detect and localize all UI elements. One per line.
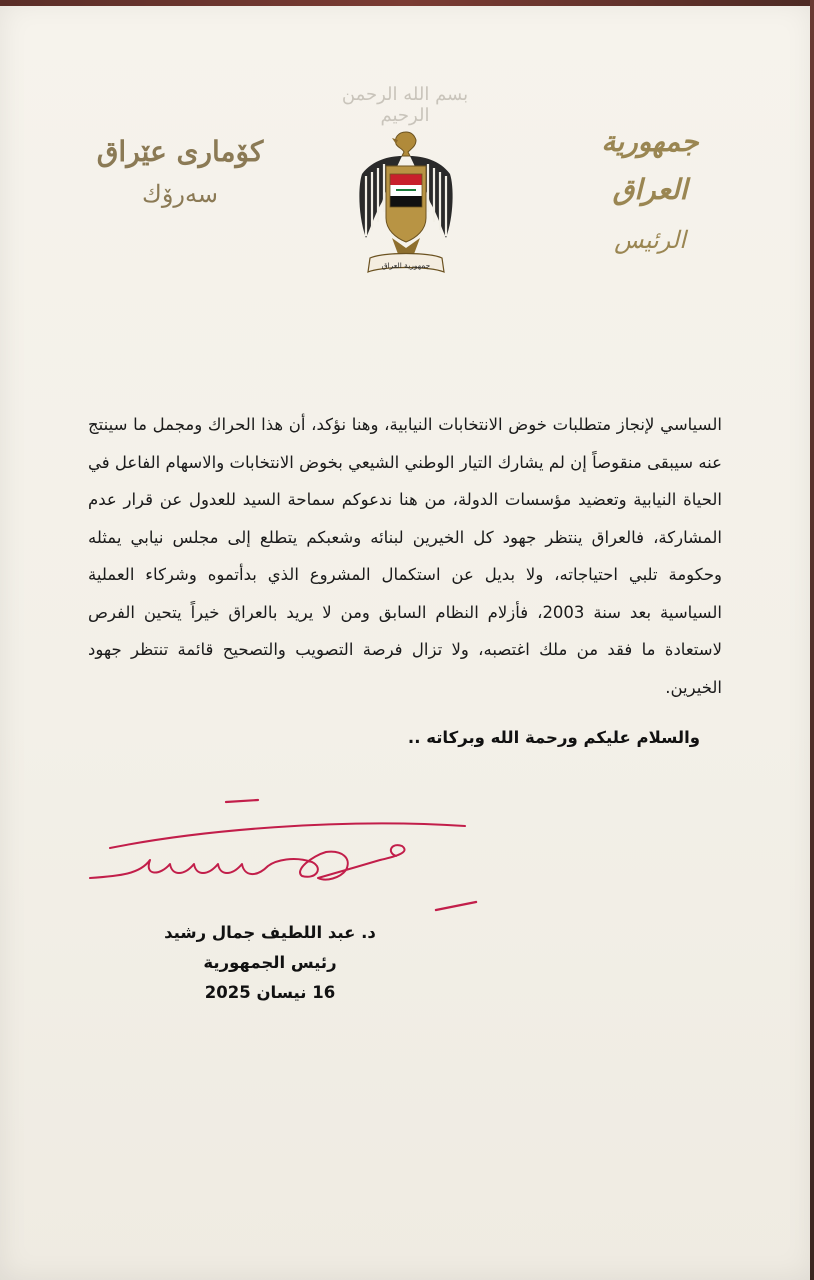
signatory-title: رئيس الجمهورية	[203, 953, 337, 972]
signatory-name: د. عبد اللطيف جمال رشيد	[164, 923, 376, 942]
kurdish-country-name: كۆماری عێراق	[96, 135, 264, 168]
letter-body	[88, 406, 722, 706]
signatory-block	[160, 918, 380, 1008]
page-right-edge	[810, 0, 814, 1280]
bismillah-header: بسم الله الرحمن الرحيم	[341, 84, 469, 126]
kurdish-letterhead	[80, 130, 280, 214]
closing-salutation: والسلام عليكم ورحمة الله وبركاته ..	[407, 728, 700, 747]
emblem-caption: جمهورية العراق	[381, 261, 431, 270]
arabic-letterhead	[560, 118, 740, 266]
iraq-coat-of-arms-icon	[352, 126, 460, 282]
arabic-country-name: جمهورية العراق	[601, 125, 699, 206]
letter-date: 16 نيسان 2025	[204, 983, 336, 1002]
arabic-office-title: الرئيس	[614, 226, 686, 254]
body-paragraph: السياسي لإنجاز متطلبات خوض الانتخابات النيابية، وهنا نؤكد، أن هذا الحراك ومجمل ما سينتج عنه سيبقى منقوصاً إن لم يشارك التيار الوطني الشيعي بخوض الانتخابات والاسهام الفاعل في الحياة النيابية وتعضيد مؤسسات الدولة، من هنا ندعوكم سماحة السيد للعدول عن قرار عدم المشاركة، فالعراق ينتظر جهود كل الخيرين لبنائه وشعبكم يتطلع إلى مجلس نيابي يمثله وحكومة تلبي احتياجاته، ولا بديل عن استكمال المشروع الذي بدأتموه وشركاء العملية السياسية بعد سنة 2003، فأزلام النظام السابق ومن لا يريد بالعراق خيراً يتحين الفرص لاستعادة ما فقد من ملك اغتصبه، ولا تزال فرصة التصويب والتصحيح قائمة تنتظر جهود الخيرين.	[88, 415, 723, 697]
kurdish-office-title: سەرۆك	[142, 180, 218, 208]
handwritten-signature	[80, 790, 500, 920]
page-top-edge	[0, 0, 814, 6]
